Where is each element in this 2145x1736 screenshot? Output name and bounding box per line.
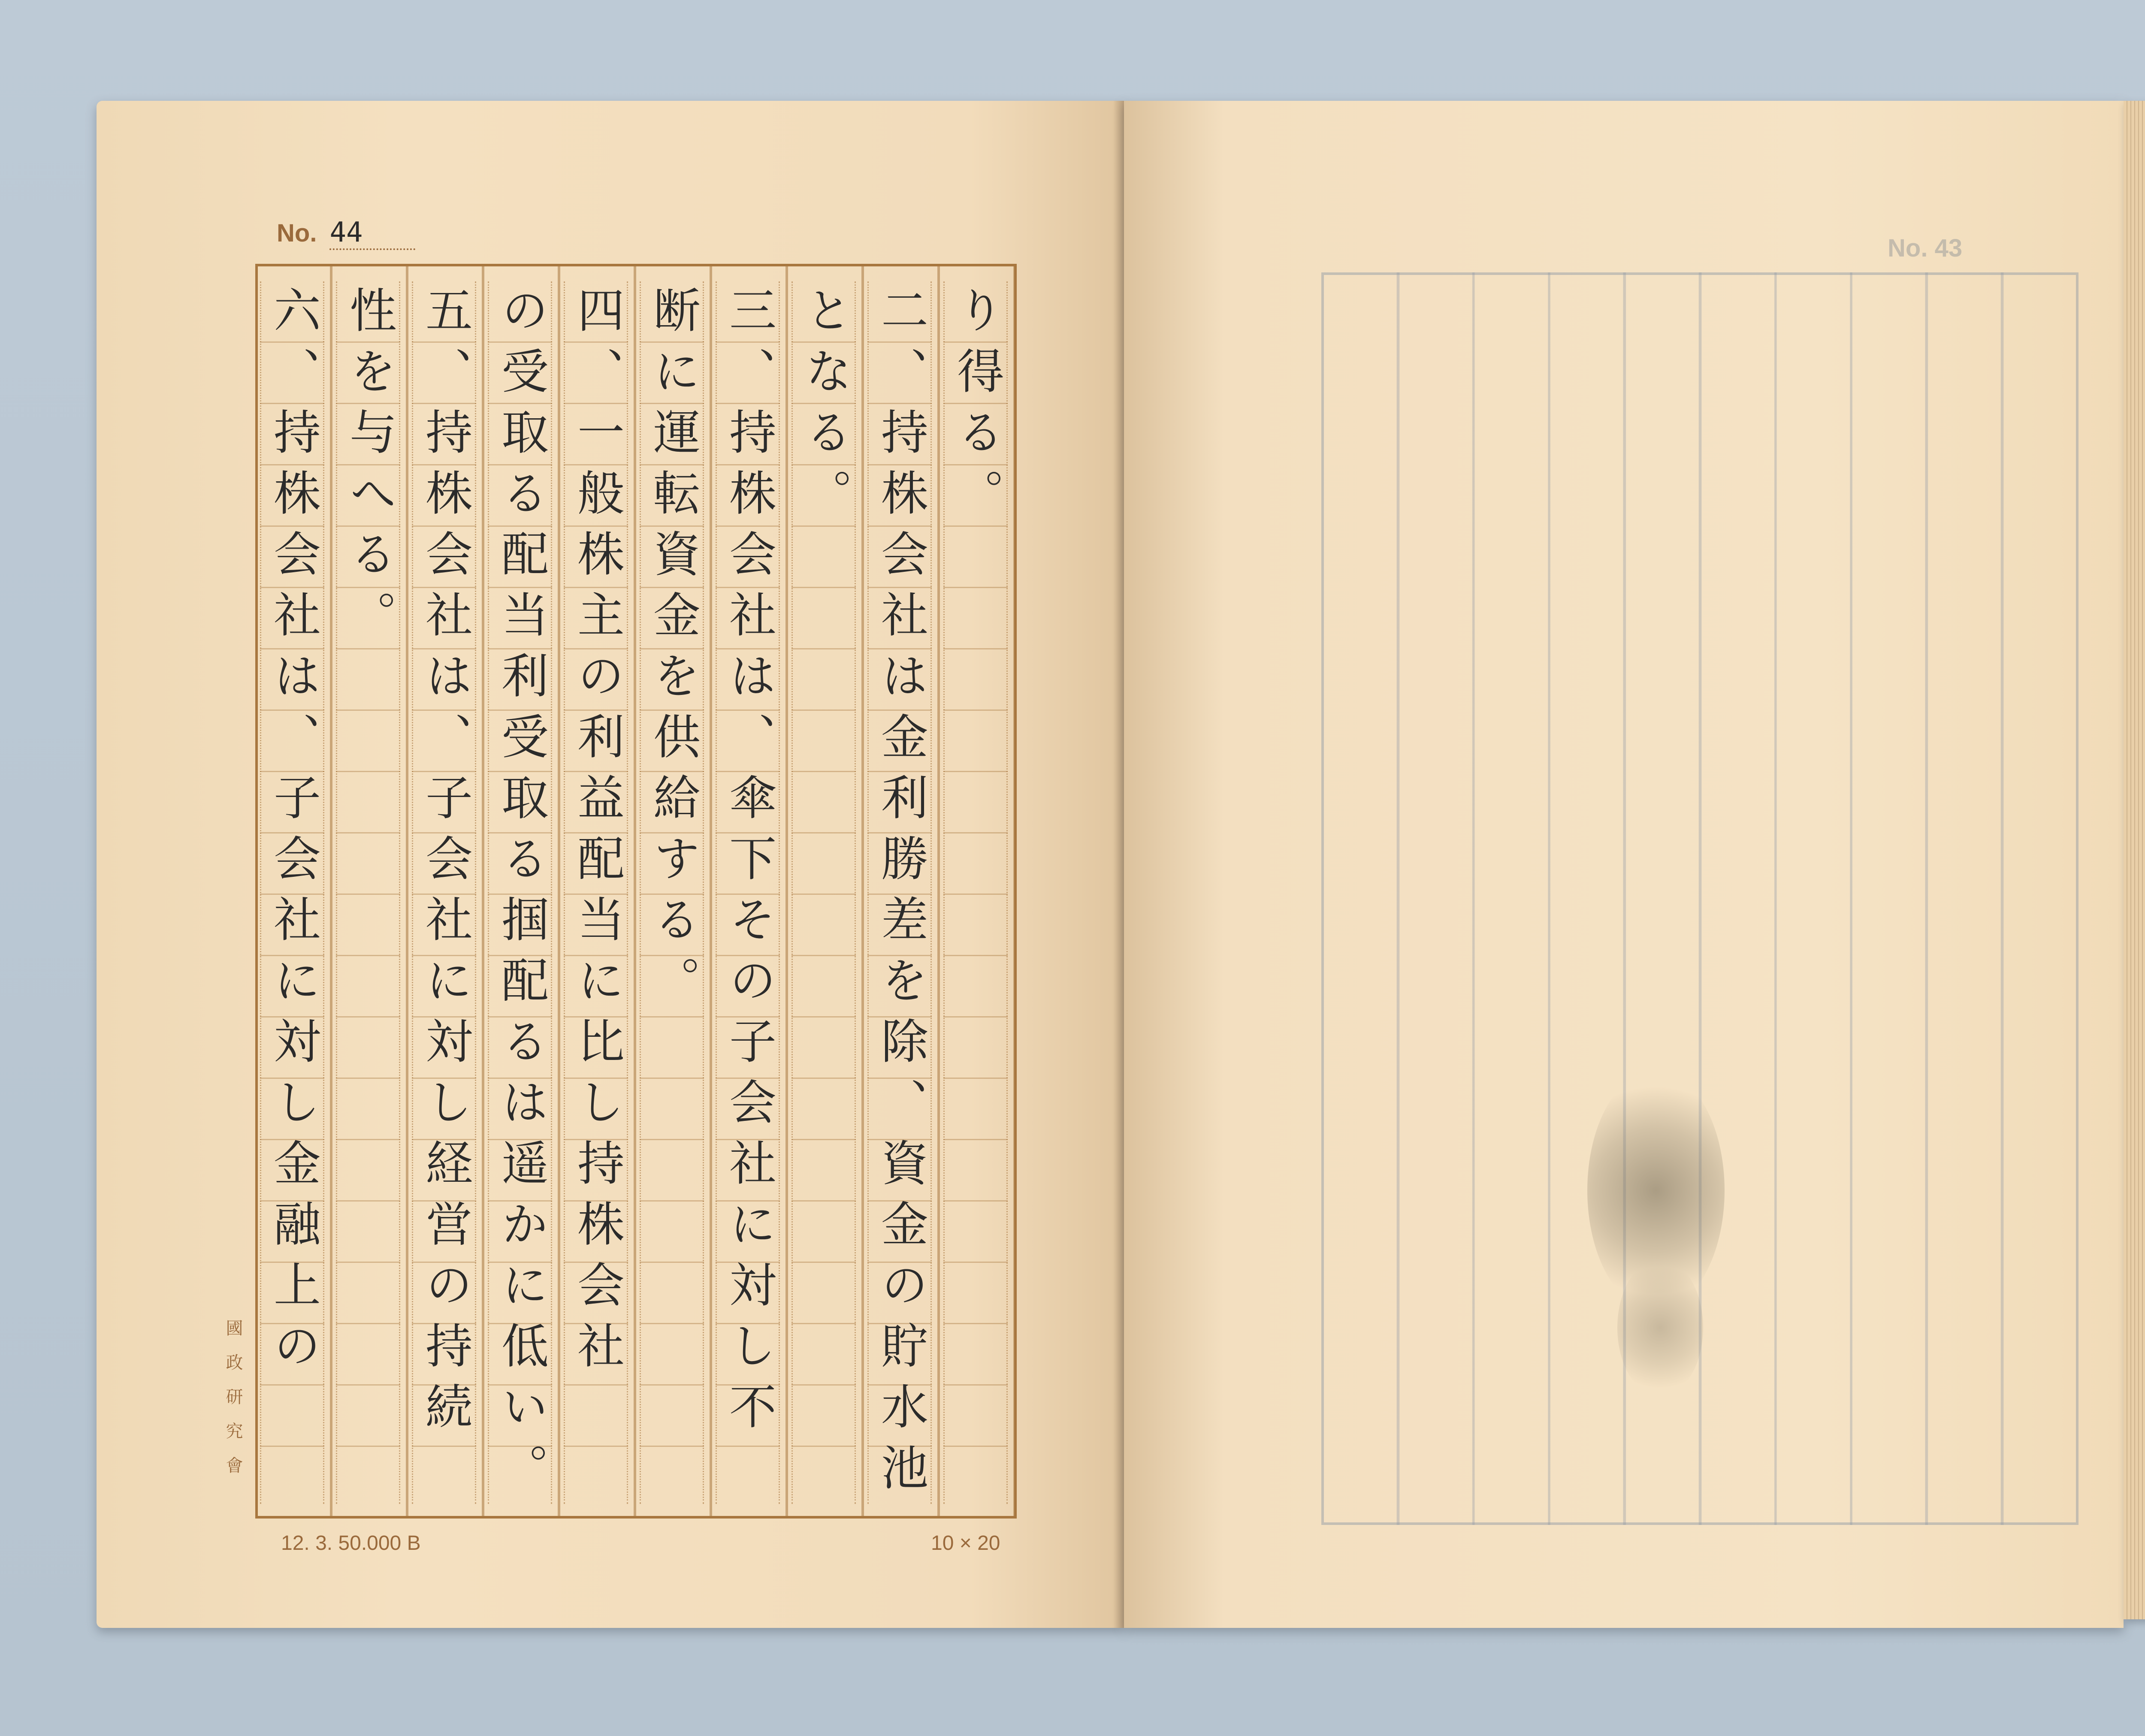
manuscript-column <box>792 281 856 1504</box>
page-stack-edges <box>2124 101 2145 1619</box>
manuscript-column <box>867 281 932 1504</box>
column-text: 三、持株会社は、傘下その子会社に対し不 <box>722 286 776 1443</box>
manuscript-grid <box>255 264 1017 1519</box>
column-text: となる。 <box>798 286 852 529</box>
manuscript-column <box>488 281 552 1504</box>
column-text: 二、持株会社は金利勝差を除、資金の貯水池 <box>873 286 928 1504</box>
manuscript-column <box>336 281 400 1504</box>
left-page <box>97 101 1124 1628</box>
column-text: の受取る配当利受取る掴配るは遥かに低い。 <box>494 286 549 1504</box>
manuscript-column <box>412 281 476 1504</box>
column-text: り得る。 <box>949 286 1004 529</box>
right-page <box>1124 101 2124 1628</box>
manuscript-column <box>640 281 704 1504</box>
publisher-mark: 國政研究會 <box>223 1319 243 1491</box>
open-notebook <box>97 101 2145 1628</box>
sheet-number-label: No. <box>277 219 317 247</box>
column-text: 断に運転資金を供給する。 <box>646 286 701 1017</box>
grid-size-label: 10 × 20 <box>931 1532 1000 1555</box>
column-text: 性を与へる。 <box>342 286 397 651</box>
right-sheet-number <box>1888 234 1962 263</box>
ink-stain <box>1617 1259 1703 1396</box>
column-text: 六、持株会社は、子会社に対し金融上の <box>266 286 321 1382</box>
column-text: 五、持株会社は、子会社に対し経営の持続 <box>418 286 473 1443</box>
sheet-number <box>277 217 415 250</box>
manuscript-column <box>260 281 324 1504</box>
sheet-number-value: 44 <box>329 217 415 250</box>
form-print-code: 12. 3. 50.000 B <box>281 1532 421 1555</box>
right-sheet-number-label: No. <box>1888 234 1928 262</box>
manuscript-column <box>716 281 780 1504</box>
right-sheet-number-value: 43 <box>1934 234 1963 262</box>
manuscript-column <box>943 281 1008 1504</box>
manuscript-column <box>564 281 628 1504</box>
column-text: 四、一般株主の利益配当に比し持株会社 <box>570 286 625 1382</box>
